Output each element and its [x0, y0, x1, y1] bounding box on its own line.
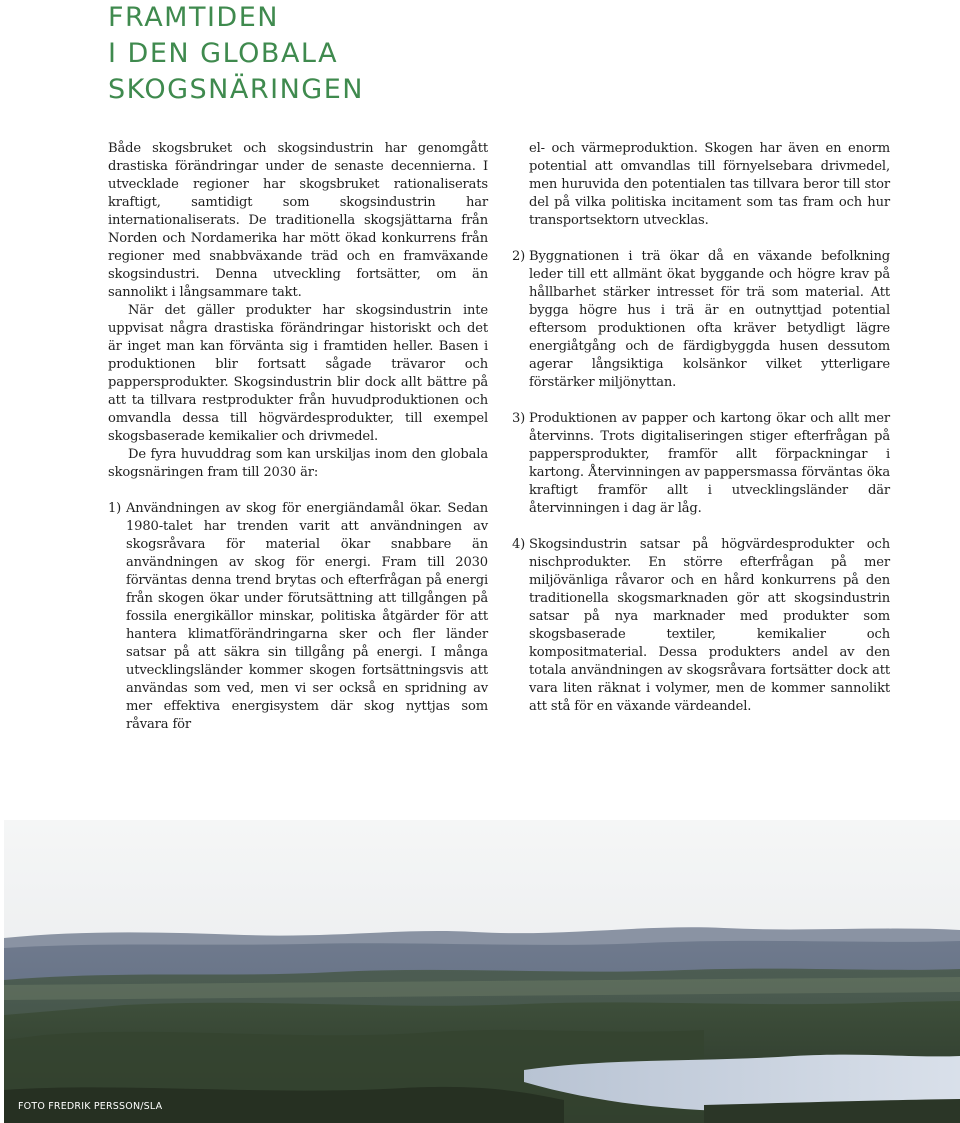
list-number: 3)	[512, 411, 526, 426]
list-text: Byggnationen i trä ökar då en växande befolkning leder till ett allmänt ökat byggande och högre krav på hållbarhet stärker intresset för trä som material. Att bygga högre hus i trä är en outnyttjad potential eftersom produktionen ofta kräver betydligt lägre energiåtgång och de färdigbyggda husen dessutom agerar långsiktiga kolsänkor vilket ytterligare förstärker miljönyttan.	[529, 249, 890, 390]
list-item-building	[512, 248, 890, 392]
list-item-paper	[512, 410, 890, 518]
list-text: Produktionen av papper och kartong ökar och allt mer återvinns. Trots digitaliseringen stiger efterfrågan på pappersprodukter, framför allt förpackningar i kartong. Återvinningen av pappersmassa förväntas öka kraftigt framför allt i utvecklingsländer där återvinningen i dag är låg.	[529, 411, 890, 516]
list-number: 2)	[512, 249, 526, 264]
list-item-high-value-products	[512, 536, 890, 716]
spacer	[108, 482, 488, 500]
right-column	[512, 140, 890, 734]
page-title-line-3: SKOGSNÄRINGEN	[108, 74, 364, 105]
photo-credit: FOTO FREDRIK PERSSON/SLA	[18, 1101, 163, 1112]
list-number: 1)	[108, 501, 122, 516]
list-number: 4)	[512, 537, 526, 552]
page-title	[108, 0, 364, 108]
page-title-line-2: I DEN GLOBALA	[108, 38, 339, 69]
intro-paragraph: Både skogsbruket och skogsindustrin har genomgått drastiska förändringar under de senaste decennierna. I utvecklade regioner har skogsbruket rationaliserats kraftigt, samtidigt som skogsindustrin har internationaliserats. De traditionella skogsjättarna från Norden och Nordamerika har mött ökad konkurrens från regioner med snabbväxande träd och en framväxande skogsindustri. Denna utveckling fortsätter, om än sannolikt i långsammare takt.	[108, 141, 488, 300]
forest-landscape-photo	[4, 820, 960, 1123]
energy-continuation: el- och värmeproduktion. Skogen har även en enorm potential att omvandlas till förnyelsebara drivmedel, men huruvida den potentialen tas tillvara beror till stor del på vilka politiska incitament som tas fram och hur transportsektorn utvecklas.	[529, 141, 890, 228]
list-item-energy	[108, 500, 488, 734]
list-text: Skogsindustrin satsar på högvärdesprodukter och nischprodukter. En större efterfrågan på mer miljövänliga råvaror och en hård konkurrens på den traditionella skogsmarknaden gör att skogsindustrin satsar på nya marknader med produkter som skogsbaserade textiler, kemikalier och kompositmaterial. Dessa produkters andel av den totala användningen av skogsråvara fortsätter dock att vara liten räknat i volymer, men de kommer sannolikt att stå för en växande värdeandel.	[529, 537, 890, 714]
products-paragraph: När det gäller produkter har skogsindustrin inte uppvisat några drastiska förändringar historiskt och det är inget man kan förvänta sig i framtiden heller. Basen i produktionen blir fortsatt sågade trävaror och pappersprodukter. Skogsindustrin blir dock allt bättre på att ta tillvara restprodukter från huvudproduktionen och omvandla dessa till högvärdesprodukter, till exempel skogsbaserade kemikalier och drivmedel.	[108, 303, 488, 444]
list-text: Användningen av skog för energiändamål ökar. Sedan 1980-talet har trenden varit att användningen av skogsråvara för material ökar snabbare än användningen av skog för energi. Fram till 2030 förväntas denna trend brytas och efterfrågan på energi från skogen ökar under förutsättning att tillgången på fossila energikällor minskar, politiska åtgärder för att hantera klimatförändringarna sker och fler länder satsar på att säkra sin tillgång på energi. I många utvecklingsländer kommer skogen fortsättningsvis att användas som ved, men vi ser också en spridning av mer effektiva energisystem där skog nyttjas som råvara för	[126, 501, 488, 732]
left-column	[108, 140, 488, 752]
page-title-line-1: FRAMTIDEN	[108, 2, 279, 33]
landscape-illustration	[4, 820, 960, 1123]
main-trends-intro: De fyra huvuddrag som kan urskiljas inom den globala skogsnäringen fram till 2030 är:	[108, 447, 488, 480]
